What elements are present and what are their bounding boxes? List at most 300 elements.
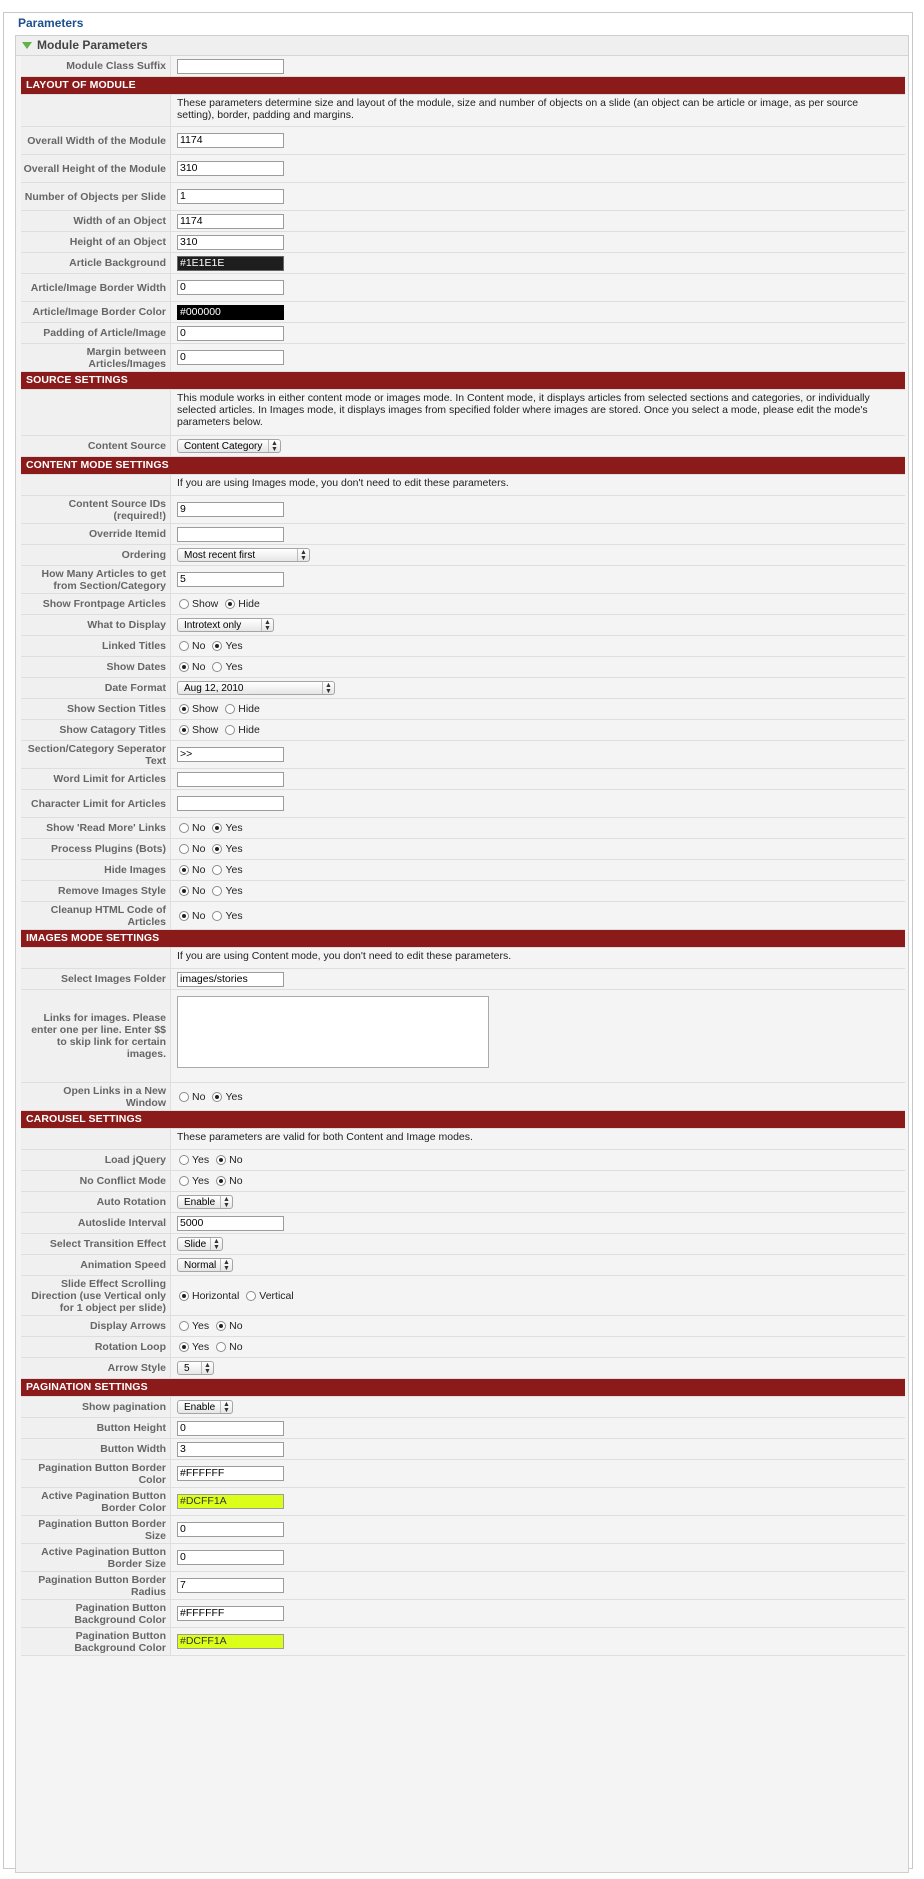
show-frontpage-articles-radio-hide[interactable] bbox=[225, 599, 235, 609]
show-frontpage-articles-radio-show[interactable] bbox=[179, 599, 189, 609]
param-row-what-to-display bbox=[21, 615, 905, 636]
rotation-loop-radio-no[interactable] bbox=[216, 1342, 226, 1352]
param-row-slide-effect-scrolling-direction-use-vertical-only-for-1-object-per-slide bbox=[21, 1276, 905, 1316]
section-header-source-settings: SOURCE SETTINGS bbox=[21, 372, 905, 390]
radio-option-label: No bbox=[229, 1175, 243, 1187]
select-transition-effect-select[interactable] bbox=[177, 1237, 223, 1251]
param-row-linked-titles bbox=[21, 636, 905, 657]
param-row-show-section-titles bbox=[21, 699, 905, 720]
param-label: Show Catagory Titles bbox=[21, 720, 171, 740]
param-row-padding-of-article-image bbox=[21, 323, 905, 344]
word-limit-for-articles-input[interactable] bbox=[177, 772, 284, 787]
param-label: Button Width bbox=[21, 1439, 171, 1459]
param-value-cell bbox=[177, 1460, 905, 1487]
auto-rotation-select[interactable] bbox=[177, 1195, 233, 1209]
show-pagination-select[interactable] bbox=[177, 1400, 233, 1414]
param-value-cell bbox=[177, 155, 905, 182]
select-value: Introtext only bbox=[184, 620, 242, 631]
param-row-cleanup-html-code-of-articles bbox=[21, 902, 905, 930]
param-row-section-category-seperator-text bbox=[21, 741, 905, 769]
param-value-cell bbox=[177, 1316, 905, 1336]
param-value-cell bbox=[177, 1488, 905, 1515]
param-label: Show Frontpage Articles bbox=[21, 594, 171, 614]
radio-option-label: Yes bbox=[192, 1320, 210, 1332]
section-description-row bbox=[21, 948, 905, 969]
param-label: Show Section Titles bbox=[21, 699, 171, 719]
param-label: Load jQuery bbox=[21, 1150, 171, 1170]
radio-option-label: Show bbox=[192, 598, 219, 610]
section-description: If you are using Content mode, you don't need to edit these parameters. bbox=[177, 950, 512, 962]
radio-option-label: No bbox=[192, 661, 206, 673]
param-value-cell bbox=[177, 860, 905, 880]
param-label: How Many Articles to get from Section/Category bbox=[21, 566, 171, 593]
param-label: Pagination Button Background Color bbox=[21, 1628, 171, 1655]
article-image-border-color-input[interactable]: #000000 bbox=[177, 305, 284, 320]
section-header-images-mode-settings: IMAGES MODE SETTINGS bbox=[21, 930, 905, 948]
radio-option-label: Yes bbox=[225, 864, 243, 876]
param-value-cell bbox=[177, 636, 905, 656]
param-row-button-height bbox=[21, 1418, 905, 1439]
param-label: Overall Height of the Module bbox=[21, 155, 171, 182]
param-value-cell bbox=[177, 1418, 905, 1438]
width-of-an-object-input[interactable]: 1174 bbox=[177, 214, 284, 229]
radio-option-label: Yes bbox=[225, 885, 243, 897]
article-image-border-width-input[interactable]: 0 bbox=[177, 280, 284, 295]
load-jquery-radio-no[interactable] bbox=[216, 1155, 226, 1165]
no-conflict-mode-radio-no[interactable] bbox=[216, 1176, 226, 1186]
radio-option-label: No bbox=[192, 843, 206, 855]
param-label: No Conflict Mode bbox=[21, 1171, 171, 1191]
parameter-rows bbox=[21, 56, 905, 1656]
param-label: Active Pagination Button Border Size bbox=[21, 1544, 171, 1571]
section-category-seperator-text-input[interactable]: >> bbox=[177, 747, 284, 762]
radio-option-label: No bbox=[192, 822, 206, 834]
param-row-ordering bbox=[21, 545, 905, 566]
radio-option-label: No bbox=[229, 1341, 243, 1353]
show-read-more-links-radio-yes[interactable] bbox=[212, 823, 222, 833]
param-value-cell bbox=[177, 524, 905, 544]
param-row-how-many-articles-to-get-from-section-category bbox=[21, 566, 905, 594]
section-header-carousel-settings: CAROUSEL SETTINGS bbox=[21, 1111, 905, 1129]
param-label: Process Plugins (Bots) bbox=[21, 839, 171, 859]
pagination-button-border-color-input[interactable]: #FFFFFF bbox=[177, 1466, 284, 1481]
radio-option-label: No bbox=[192, 885, 206, 897]
pagination-button-background-color-input[interactable]: #FFFFFF bbox=[177, 1606, 284, 1621]
process-plugins-bots-radio-no[interactable] bbox=[179, 844, 189, 854]
param-label: Content Source IDs (required!) bbox=[21, 496, 171, 523]
radio-option-label: Hide bbox=[238, 724, 260, 736]
param-value-cell bbox=[177, 839, 905, 859]
param-value-cell bbox=[177, 678, 905, 698]
param-label: Pagination Button Border Radius bbox=[21, 1572, 171, 1599]
param-row-width-of-an-object bbox=[21, 211, 905, 232]
param-row-show-pagination bbox=[21, 1397, 905, 1418]
param-row-pagination-button-border-size bbox=[21, 1516, 905, 1544]
section-description: This module works in either content mode or images mode. In Content mode, it displays articles from selected sections and categories, or individually selected articles. In Images mode, it displays images from specified folder where images are stored. Once you select a mode, please edit the mode's parameters below. bbox=[177, 392, 870, 428]
radio-option-label: No bbox=[192, 640, 206, 652]
padding-of-article-image-input[interactable]: 0 bbox=[177, 326, 284, 341]
section-description: These parameters determine size and layout of the module, size and number of objects on a slide (an object can be article or image, as per source setting), border, padding and margins. bbox=[177, 97, 859, 121]
radio-option-label: Yes bbox=[225, 661, 243, 673]
linked-titles-radio-yes[interactable] bbox=[212, 641, 222, 651]
article-background-input[interactable]: #1E1E1E bbox=[177, 256, 284, 271]
param-value-cell bbox=[177, 1150, 905, 1170]
radio-option-label: Show bbox=[192, 724, 219, 736]
param-label: Remove Images Style bbox=[21, 881, 171, 901]
param-label: Content Source bbox=[21, 436, 171, 456]
param-value-cell bbox=[177, 1572, 905, 1599]
param-value-cell bbox=[177, 1544, 905, 1571]
show-dates-radio-yes[interactable] bbox=[212, 662, 222, 672]
param-row-active-pagination-button-border-size bbox=[21, 1544, 905, 1572]
param-row-hide-images bbox=[21, 860, 905, 881]
param-label: Pagination Button Border Size bbox=[21, 1516, 171, 1543]
select-value: Enable bbox=[184, 1402, 216, 1413]
select-arrows-icon: ▲ ▼ bbox=[201, 1362, 213, 1374]
param-label: What to Display bbox=[21, 615, 171, 635]
image-links-textarea[interactable] bbox=[177, 996, 489, 1068]
param-label: Auto Rotation bbox=[21, 1192, 171, 1212]
section-description: If you are using Images mode, you don't need to edit these parameters. bbox=[177, 477, 509, 489]
param-value-cell bbox=[177, 741, 905, 768]
select-arrows-icon: ▲ ▼ bbox=[220, 1196, 232, 1208]
overall-width-of-the-module-input[interactable]: 1174 bbox=[177, 133, 284, 148]
linked-titles-radio-no[interactable] bbox=[179, 641, 189, 651]
param-value-cell bbox=[177, 790, 905, 817]
param-label: Hide Images bbox=[21, 860, 171, 880]
param-value-cell bbox=[177, 1337, 905, 1357]
display-arrows-radio-yes[interactable] bbox=[179, 1321, 189, 1331]
select-images-folder-input[interactable]: images/stories bbox=[177, 972, 284, 987]
section-header-content-mode-settings: CONTENT MODE SETTINGS bbox=[21, 457, 905, 475]
param-row-display-arrows bbox=[21, 1316, 905, 1337]
display-arrows-radio-no[interactable] bbox=[216, 1321, 226, 1331]
select-value: Aug 12, 2010 bbox=[184, 683, 244, 694]
param-value-cell bbox=[177, 657, 905, 677]
param-value-cell bbox=[177, 1358, 905, 1378]
show-section-titles-radio-show[interactable] bbox=[179, 704, 189, 714]
content-source-select[interactable] bbox=[177, 439, 281, 453]
param-row-character-limit-for-articles bbox=[21, 790, 905, 818]
param-value-cell bbox=[177, 1171, 905, 1191]
radio-option-label: Yes bbox=[225, 640, 243, 652]
param-value-cell bbox=[177, 232, 905, 252]
param-row-auto-rotation bbox=[21, 1192, 905, 1213]
overall-height-of-the-module-input[interactable]: 310 bbox=[177, 161, 284, 176]
param-row-select-transition-effect bbox=[21, 1234, 905, 1255]
radio-option-label: Yes bbox=[225, 909, 243, 922]
param-label: Word Limit for Articles bbox=[21, 769, 171, 789]
param-value-cell bbox=[177, 1083, 905, 1110]
param-label: Button Height bbox=[21, 1418, 171, 1438]
section-header-layout-of-module: LAYOUT OF MODULE bbox=[21, 77, 905, 95]
param-row-load-jquery bbox=[21, 1150, 905, 1171]
section-description-row bbox=[21, 95, 905, 127]
param-row-article-image-border-width bbox=[21, 274, 905, 302]
param-label: Display Arrows bbox=[21, 1316, 171, 1336]
content-source-ids-required-input[interactable]: 9 bbox=[177, 502, 284, 517]
param-label: Linked Titles bbox=[21, 636, 171, 656]
param-label: Overall Width of the Module bbox=[21, 127, 171, 154]
param-value-cell bbox=[177, 436, 905, 456]
param-row-autoslide-interval bbox=[21, 1213, 905, 1234]
param-row-date-format bbox=[21, 678, 905, 699]
date-format-select[interactable] bbox=[177, 681, 335, 695]
param-value-cell bbox=[177, 1276, 905, 1315]
param-label: Links for images. Please enter one per line. Enter $$ to skip link for certain images. bbox=[21, 990, 171, 1082]
param-value-cell bbox=[177, 969, 905, 989]
remove-images-style-radio-no[interactable] bbox=[179, 886, 189, 896]
radio-option-label: No bbox=[192, 864, 206, 876]
param-row-show-dates bbox=[21, 657, 905, 678]
param-value-cell bbox=[177, 127, 905, 154]
param-value-cell bbox=[177, 990, 905, 1082]
param-label: Slide Effect Scrolling Direction (use Vertical only for 1 object per slide) bbox=[21, 1276, 171, 1315]
show-catagory-titles-radio-hide[interactable] bbox=[225, 725, 235, 735]
param-label: Section/Category Seperator Text bbox=[21, 741, 171, 768]
panel-title: Module Parameters bbox=[37, 38, 148, 52]
param-label: Pagination Button Background Color bbox=[21, 1600, 171, 1627]
slide-effect-scrolling-direction-use-vertical-only-for-1-object-per-slide-radio-horizontal[interactable] bbox=[179, 1291, 189, 1301]
param-label: Show Dates bbox=[21, 657, 171, 677]
load-jquery-radio-yes[interactable] bbox=[179, 1155, 189, 1165]
param-value-cell bbox=[177, 1192, 905, 1212]
param-label: Article Background bbox=[21, 253, 171, 273]
radio-option-label: Yes bbox=[225, 843, 243, 855]
ordering-select[interactable] bbox=[177, 548, 310, 562]
rotation-loop-radio-yes[interactable] bbox=[179, 1342, 189, 1352]
param-value-cell bbox=[177, 1255, 905, 1275]
param-value-cell bbox=[177, 1234, 905, 1254]
select-arrows-icon: ▲ ▼ bbox=[268, 440, 280, 452]
param-row-overall-height-of-the-module bbox=[21, 155, 905, 183]
param-label: Select Images Folder bbox=[21, 969, 171, 989]
select-arrows-icon: ▲ ▼ bbox=[210, 1238, 222, 1250]
show-catagory-titles-radio-show[interactable] bbox=[179, 725, 189, 735]
param-label: Select Transition Effect bbox=[21, 1234, 171, 1254]
radio-option-label: Hide bbox=[238, 598, 260, 610]
param-label: Active Pagination Button Border Color bbox=[21, 1488, 171, 1515]
radio-option-label: Yes bbox=[225, 1090, 243, 1103]
radio-option-label: Hide bbox=[238, 703, 260, 715]
param-value-cell bbox=[177, 1213, 905, 1233]
param-row-pagination-button-background-color bbox=[21, 1628, 905, 1656]
character-limit-for-articles-input[interactable] bbox=[177, 796, 284, 811]
hide-images-radio-no[interactable] bbox=[179, 865, 189, 875]
param-value-cell bbox=[177, 720, 905, 740]
param-row-word-limit-for-articles bbox=[21, 769, 905, 790]
param-value-cell bbox=[177, 594, 905, 614]
pagination-button-border-size-input[interactable]: 0 bbox=[177, 1522, 284, 1537]
remove-images-style-radio-yes[interactable] bbox=[212, 886, 222, 896]
pagination-button-background-color-input[interactable]: #DCFF1A bbox=[177, 1634, 284, 1649]
param-label: Show 'Read More' Links bbox=[21, 818, 171, 838]
select-value: Slide bbox=[184, 1239, 207, 1250]
active-pagination-button-border-size-input[interactable]: 0 bbox=[177, 1550, 284, 1565]
hide-images-radio-yes[interactable] bbox=[212, 865, 222, 875]
param-value-cell bbox=[177, 1129, 905, 1149]
select-value: 5 bbox=[184, 1363, 190, 1374]
param-label: Padding of Article/Image bbox=[21, 323, 171, 343]
param-row-open-links-in-a-new-window bbox=[21, 1083, 905, 1111]
param-value-cell bbox=[177, 56, 905, 76]
param-row-no-conflict-mode bbox=[21, 1171, 905, 1192]
param-label: Ordering bbox=[21, 545, 171, 565]
param-row-height-of-an-object bbox=[21, 232, 905, 253]
button-height-input[interactable]: 0 bbox=[177, 1421, 284, 1436]
select-arrows-icon: ▲ ▼ bbox=[322, 682, 334, 694]
select-value: Enable bbox=[184, 1197, 216, 1208]
param-label: Rotation Loop bbox=[21, 1337, 171, 1357]
param-value-cell bbox=[177, 274, 905, 301]
show-section-titles-radio-hide[interactable] bbox=[225, 704, 235, 714]
param-label: Cleanup HTML Code of Articles bbox=[21, 902, 171, 929]
number-of-objects-per-slide-input[interactable]: 1 bbox=[177, 189, 284, 204]
show-dates-radio-no[interactable] bbox=[179, 662, 189, 672]
param-label: Number of Objects per Slide bbox=[21, 183, 171, 210]
cleanup-html-code-of-articles-radio-yes[interactable] bbox=[212, 911, 222, 921]
param-label: Width of an Object bbox=[21, 211, 171, 231]
section-header-pagination-settings: PAGINATION SETTINGS bbox=[21, 1379, 905, 1397]
active-pagination-button-border-color-input[interactable]: #DCFF1A bbox=[177, 1494, 284, 1509]
param-row-number-of-objects-per-slide bbox=[21, 183, 905, 211]
open-links-in-a-new-window-radio-yes[interactable] bbox=[212, 1092, 222, 1102]
autoslide-interval-input[interactable]: 5000 bbox=[177, 1216, 284, 1231]
radio-option-label: No bbox=[229, 1154, 243, 1166]
radio-option-label: Vertical bbox=[259, 1289, 294, 1302]
parameters-fieldset bbox=[3, 12, 913, 1869]
radio-option-label: Horizontal bbox=[192, 1289, 240, 1302]
select-value: Most recent first bbox=[184, 550, 256, 561]
param-value-cell bbox=[177, 95, 905, 126]
param-label: Pagination Button Border Color bbox=[21, 1460, 171, 1487]
param-value-cell bbox=[177, 1439, 905, 1459]
param-label: Article/Image Border Color bbox=[21, 302, 171, 322]
section-description-row bbox=[21, 475, 905, 496]
param-value-cell bbox=[177, 496, 905, 523]
param-row-pagination-button-background-color bbox=[21, 1600, 905, 1628]
param-value-cell bbox=[177, 566, 905, 593]
param-value-cell bbox=[177, 902, 905, 929]
param-value-cell bbox=[177, 475, 905, 495]
param-row-select-images-folder bbox=[21, 969, 905, 990]
param-row-button-width bbox=[21, 1439, 905, 1460]
param-label: Margin between Articles/Images bbox=[21, 344, 171, 371]
param-label: Arrow Style bbox=[21, 1358, 171, 1378]
param-value-cell bbox=[177, 769, 905, 789]
pagination-button-border-radius-input[interactable]: 7 bbox=[177, 1578, 284, 1593]
empty-label-cell bbox=[21, 1129, 171, 1149]
param-value-cell bbox=[177, 545, 905, 565]
param-value-cell bbox=[177, 818, 905, 838]
param-row-pagination-button-border-radius bbox=[21, 1572, 905, 1600]
param-row-article-image-border-color bbox=[21, 302, 905, 323]
param-row-content-source-ids-required bbox=[21, 496, 905, 524]
no-conflict-mode-radio-yes[interactable] bbox=[179, 1176, 189, 1186]
empty-label-cell bbox=[21, 95, 171, 126]
param-row-show-frontpage-articles bbox=[21, 594, 905, 615]
process-plugins-bots-radio-yes[interactable] bbox=[212, 844, 222, 854]
param-label: Show pagination bbox=[21, 1397, 171, 1417]
module-class-suffix-input[interactable] bbox=[177, 59, 284, 74]
empty-label-cell bbox=[21, 390, 171, 435]
radio-option-label: Yes bbox=[192, 1154, 210, 1166]
radio-option-label: Show bbox=[192, 703, 219, 715]
param-value-cell bbox=[177, 699, 905, 719]
param-label: Animation Speed bbox=[21, 1255, 171, 1275]
panel-header[interactable] bbox=[16, 36, 908, 56]
param-value-cell bbox=[177, 1397, 905, 1417]
param-row-article-background bbox=[21, 253, 905, 274]
param-label: Module Class Suffix bbox=[21, 56, 171, 76]
param-label: Override Itemid bbox=[21, 524, 171, 544]
how-many-articles-to-get-from-section-category-input[interactable]: 5 bbox=[177, 572, 284, 587]
param-label: Article/Image Border Width bbox=[21, 274, 171, 301]
section-description-row bbox=[21, 390, 905, 436]
show-read-more-links-radio-no[interactable] bbox=[179, 823, 189, 833]
section-description-row bbox=[21, 1129, 905, 1150]
parameters-legend: Parameters bbox=[15, 16, 86, 30]
select-arrows-icon: ▲ ▼ bbox=[261, 619, 273, 631]
param-label: Open Links in a New Window bbox=[21, 1083, 171, 1110]
slide-effect-scrolling-direction-use-vertical-only-for-1-object-per-slide-radio-vertical[interactable] bbox=[246, 1291, 256, 1301]
arrow-style-select[interactable] bbox=[177, 1361, 214, 1375]
param-row-pagination-button-border-color bbox=[21, 1460, 905, 1488]
param-value-cell bbox=[177, 344, 905, 371]
param-row-show-read-more-links bbox=[21, 818, 905, 839]
module-parameters-panel bbox=[15, 35, 909, 1873]
param-value-cell bbox=[177, 881, 905, 901]
param-row-content-source bbox=[21, 436, 905, 457]
param-value-cell bbox=[177, 390, 905, 435]
select-value: Normal bbox=[184, 1260, 217, 1271]
empty-label-cell bbox=[21, 948, 171, 968]
param-label: Height of an Object bbox=[21, 232, 171, 252]
param-value-cell bbox=[177, 1516, 905, 1543]
select-arrows-icon: ▲ ▼ bbox=[220, 1401, 232, 1413]
param-label: Character Limit for Articles bbox=[21, 790, 171, 817]
select-arrows-icon: ▲ ▼ bbox=[220, 1259, 232, 1271]
select-arrows-icon: ▲ ▼ bbox=[297, 549, 309, 561]
radio-option-label: No bbox=[192, 1090, 206, 1103]
empty-label-cell bbox=[21, 475, 171, 495]
radio-option-label: No bbox=[229, 1320, 243, 1332]
margin-between-articles-images-input[interactable]: 0 bbox=[177, 350, 284, 365]
param-value-cell bbox=[177, 253, 905, 273]
param-row-links-for-images-please-enter-one-per-line-enter-to-skip-link-for-certain-images bbox=[21, 990, 905, 1083]
param-value-cell bbox=[177, 211, 905, 231]
param-label: Date Format bbox=[21, 678, 171, 698]
cleanup-html-code-of-articles-radio-no[interactable] bbox=[179, 911, 189, 921]
param-value-cell bbox=[177, 1628, 905, 1655]
param-row-active-pagination-button-border-color bbox=[21, 1488, 905, 1516]
what-to-display-select[interactable] bbox=[177, 618, 274, 632]
open-links-in-a-new-window-radio-no[interactable] bbox=[179, 1092, 189, 1102]
animation-speed-select[interactable] bbox=[177, 1258, 233, 1272]
param-row-process-plugins-bots bbox=[21, 839, 905, 860]
param-row-show-catagory-titles bbox=[21, 720, 905, 741]
param-row-animation-speed bbox=[21, 1255, 905, 1276]
param-value-cell bbox=[177, 323, 905, 343]
expand-triangle-icon bbox=[22, 42, 32, 49]
height-of-an-object-input[interactable]: 310 bbox=[177, 235, 284, 250]
radio-option-label: Yes bbox=[192, 1341, 210, 1353]
override-itemid-input[interactable] bbox=[177, 527, 284, 542]
button-width-input[interactable]: 3 bbox=[177, 1442, 284, 1457]
radio-option-label: Yes bbox=[225, 822, 243, 834]
param-row-rotation-loop bbox=[21, 1337, 905, 1358]
radio-option-label: Yes bbox=[192, 1175, 210, 1187]
